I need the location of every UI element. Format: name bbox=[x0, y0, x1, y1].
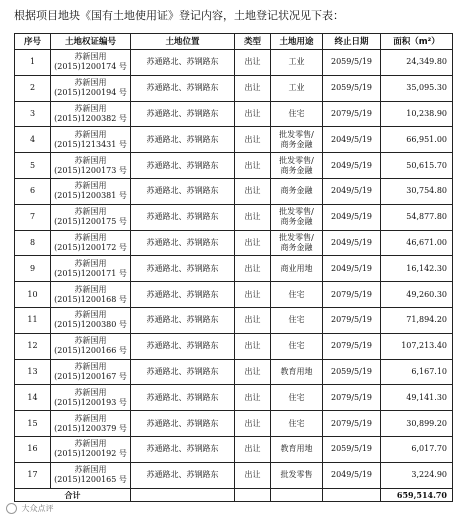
row-end-date: 2049/5/19 bbox=[323, 204, 381, 230]
row-no: 13 bbox=[15, 359, 51, 385]
row-no: 12 bbox=[15, 333, 51, 359]
table-row bbox=[15, 50, 453, 76]
cert-line: 苏新国用 bbox=[74, 413, 107, 423]
row-location: 苏通路北、苏钢路东 bbox=[131, 204, 235, 230]
table-row bbox=[15, 127, 453, 153]
use-line: 商务金融 bbox=[280, 217, 313, 227]
cert-line: 苏新国用 bbox=[74, 155, 107, 165]
land-registration-table bbox=[14, 33, 453, 502]
row-use bbox=[271, 178, 323, 204]
cert-line: 苏新国用 bbox=[74, 336, 107, 346]
row-use bbox=[271, 385, 323, 411]
row-type: 出让 bbox=[235, 462, 271, 488]
row-area: 71,894.20 bbox=[381, 307, 453, 333]
row-type: 出让 bbox=[235, 307, 271, 333]
header-type: 类型 bbox=[235, 34, 271, 50]
row-type: 出让 bbox=[235, 50, 271, 76]
watermark bbox=[6, 503, 54, 514]
row-location: 苏通路北、苏钢路东 bbox=[131, 256, 235, 282]
cert-line: 苏新国用 bbox=[74, 78, 107, 88]
total-area: 659,514.70 bbox=[381, 488, 453, 501]
use-line: 批发零售 bbox=[280, 470, 313, 480]
header-location: 土地位置 bbox=[131, 34, 235, 50]
header-area: 面积（m²） bbox=[381, 34, 453, 50]
cert-line: 苏新国用 bbox=[74, 439, 107, 449]
row-type: 出让 bbox=[235, 75, 271, 101]
row-location: 苏通路北、苏钢路东 bbox=[131, 462, 235, 488]
row-location: 苏通路北、苏钢路东 bbox=[131, 178, 235, 204]
use-line: 批发零售/ bbox=[279, 129, 314, 139]
row-end-date: 2079/5/19 bbox=[323, 385, 381, 411]
row-area: 107,213.40 bbox=[381, 333, 453, 359]
use-line: 批发零售/ bbox=[279, 232, 314, 242]
use-line: 工业 bbox=[288, 57, 305, 67]
use-line: 住宅 bbox=[288, 289, 305, 299]
row-use bbox=[271, 153, 323, 179]
table-row bbox=[15, 359, 453, 385]
row-type: 出让 bbox=[235, 436, 271, 462]
table-row bbox=[15, 333, 453, 359]
table-header-row bbox=[15, 34, 453, 50]
cert-line: 苏新国用 bbox=[74, 207, 107, 217]
row-use bbox=[271, 307, 323, 333]
cert-line: 苏新国用 bbox=[74, 52, 107, 62]
use-line: 商务金融 bbox=[280, 165, 313, 175]
use-line: 住宅 bbox=[288, 341, 305, 351]
row-use bbox=[271, 282, 323, 308]
cert-line: (2015)1200175 号 bbox=[54, 217, 127, 227]
row-no: 5 bbox=[15, 153, 51, 179]
row-use bbox=[271, 50, 323, 76]
row-type: 出让 bbox=[235, 127, 271, 153]
row-cert bbox=[51, 359, 131, 385]
row-end-date: 2079/5/19 bbox=[323, 282, 381, 308]
use-line: 批发零售/ bbox=[279, 155, 314, 165]
total-label: 合计 bbox=[15, 488, 131, 501]
row-cert bbox=[51, 50, 131, 76]
row-cert bbox=[51, 230, 131, 256]
row-end-date: 2049/5/19 bbox=[323, 230, 381, 256]
row-type: 出让 bbox=[235, 101, 271, 127]
cert-line: (2015)1200379 号 bbox=[54, 423, 127, 433]
use-line: 住宅 bbox=[288, 392, 305, 402]
cert-line: (2015)1200382 号 bbox=[54, 113, 127, 123]
row-no: 16 bbox=[15, 436, 51, 462]
table-row bbox=[15, 436, 453, 462]
row-no: 14 bbox=[15, 385, 51, 411]
row-no: 2 bbox=[15, 75, 51, 101]
intro-text: 根据项目地块《国有土地使用证》登记内容，土地登记状况见下表： bbox=[14, 9, 344, 22]
row-area: 49,260.30 bbox=[381, 282, 453, 308]
row-use bbox=[271, 230, 323, 256]
row-end-date: 2049/5/19 bbox=[323, 256, 381, 282]
row-location: 苏通路北、苏钢路东 bbox=[131, 333, 235, 359]
row-end-date: 2059/5/19 bbox=[323, 75, 381, 101]
row-location: 苏通路北、苏钢路东 bbox=[131, 75, 235, 101]
use-line: 住宅 bbox=[288, 108, 305, 118]
row-type: 出让 bbox=[235, 282, 271, 308]
row-area: 50,615.70 bbox=[381, 153, 453, 179]
cert-line: (2015)1200381 号 bbox=[54, 191, 127, 201]
row-cert bbox=[51, 385, 131, 411]
use-line: 住宅 bbox=[288, 315, 305, 325]
cert-line: (2015)1200174 号 bbox=[54, 62, 127, 72]
cert-line: (2015)1200173 号 bbox=[54, 165, 127, 175]
table-row bbox=[15, 204, 453, 230]
row-type: 出让 bbox=[235, 204, 271, 230]
row-use bbox=[271, 359, 323, 385]
row-cert bbox=[51, 307, 131, 333]
row-location: 苏通路北、苏钢路东 bbox=[131, 127, 235, 153]
row-area: 49,141.30 bbox=[381, 385, 453, 411]
table-row bbox=[15, 153, 453, 179]
watermark-text: 大众点评 bbox=[21, 504, 54, 513]
row-use bbox=[271, 101, 323, 127]
row-area: 16,142.30 bbox=[381, 256, 453, 282]
row-cert bbox=[51, 462, 131, 488]
cert-line: 苏新国用 bbox=[74, 284, 107, 294]
row-area: 35,095.30 bbox=[381, 75, 453, 101]
row-type: 出让 bbox=[235, 385, 271, 411]
cert-line: 苏新国用 bbox=[74, 465, 107, 475]
row-end-date: 2049/5/19 bbox=[323, 127, 381, 153]
cert-line: (2015)1200192 号 bbox=[54, 449, 127, 459]
row-cert bbox=[51, 436, 131, 462]
row-no: 7 bbox=[15, 204, 51, 230]
use-line: 工业 bbox=[288, 83, 305, 93]
use-line: 商务金融 bbox=[280, 186, 313, 196]
use-line: 商业用地 bbox=[280, 263, 313, 273]
row-type: 出让 bbox=[235, 333, 271, 359]
row-end-date: 2079/5/19 bbox=[323, 411, 381, 437]
row-end-date: 2059/5/19 bbox=[323, 359, 381, 385]
row-location: 苏通路北、苏钢路东 bbox=[131, 359, 235, 385]
row-cert bbox=[51, 127, 131, 153]
row-cert bbox=[51, 101, 131, 127]
cert-line: (2015)1200167 号 bbox=[54, 371, 127, 381]
row-end-date: 2059/5/19 bbox=[323, 50, 381, 76]
cert-line: 苏新国用 bbox=[74, 387, 107, 397]
row-end-date: 2049/5/19 bbox=[323, 178, 381, 204]
row-cert bbox=[51, 204, 131, 230]
cert-line: (2015)1200194 号 bbox=[54, 88, 127, 98]
row-no: 9 bbox=[15, 256, 51, 282]
table-row bbox=[15, 282, 453, 308]
row-no: 11 bbox=[15, 307, 51, 333]
row-cert bbox=[51, 282, 131, 308]
row-type: 出让 bbox=[235, 178, 271, 204]
header-cert: 土地权证编号 bbox=[51, 34, 131, 50]
row-use bbox=[271, 436, 323, 462]
row-area: 46,671.00 bbox=[381, 230, 453, 256]
row-use bbox=[271, 462, 323, 488]
use-line: 教育用地 bbox=[280, 366, 313, 376]
row-area: 6,017.70 bbox=[381, 436, 453, 462]
cert-line: (2015)1200172 号 bbox=[54, 242, 127, 252]
row-location: 苏通路北、苏钢路东 bbox=[131, 230, 235, 256]
header-use: 土地用途 bbox=[271, 34, 323, 50]
row-end-date: 2049/5/19 bbox=[323, 462, 381, 488]
use-line: 住宅 bbox=[288, 418, 305, 428]
cert-line: 苏新国用 bbox=[74, 310, 107, 320]
row-no: 17 bbox=[15, 462, 51, 488]
table-row bbox=[15, 462, 453, 488]
row-location: 苏通路北、苏钢路东 bbox=[131, 411, 235, 437]
row-location: 苏通路北、苏钢路东 bbox=[131, 385, 235, 411]
row-location: 苏通路北、苏钢路东 bbox=[131, 153, 235, 179]
row-end-date: 2079/5/19 bbox=[323, 101, 381, 127]
cert-line: 苏新国用 bbox=[74, 181, 107, 191]
use-line: 批发零售/ bbox=[279, 207, 314, 217]
total-row bbox=[15, 488, 453, 501]
row-area: 3,224.90 bbox=[381, 462, 453, 488]
row-area: 66,951.00 bbox=[381, 127, 453, 153]
row-no: 15 bbox=[15, 411, 51, 437]
row-no: 8 bbox=[15, 230, 51, 256]
row-no: 4 bbox=[15, 127, 51, 153]
use-line: 商务金融 bbox=[280, 242, 313, 252]
table-row bbox=[15, 256, 453, 282]
row-use bbox=[271, 75, 323, 101]
row-cert bbox=[51, 178, 131, 204]
row-cert bbox=[51, 153, 131, 179]
header-no: 序号 bbox=[15, 34, 51, 50]
use-line: 商务金融 bbox=[280, 139, 313, 149]
row-location: 苏通路北、苏钢路东 bbox=[131, 50, 235, 76]
row-cert bbox=[51, 411, 131, 437]
row-no: 1 bbox=[15, 50, 51, 76]
row-end-date: 2059/5/19 bbox=[323, 436, 381, 462]
table-row bbox=[15, 230, 453, 256]
row-area: 6,167.10 bbox=[381, 359, 453, 385]
table-row bbox=[15, 411, 453, 437]
cert-line: 苏新国用 bbox=[74, 258, 107, 268]
row-no: 10 bbox=[15, 282, 51, 308]
cert-line: 苏新国用 bbox=[74, 129, 107, 139]
row-end-date: 2049/5/19 bbox=[323, 153, 381, 179]
row-type: 出让 bbox=[235, 230, 271, 256]
table-row bbox=[15, 75, 453, 101]
table-row bbox=[15, 101, 453, 127]
row-area: 30,754.80 bbox=[381, 178, 453, 204]
row-location: 苏通路北、苏钢路东 bbox=[131, 282, 235, 308]
row-area: 10,238.90 bbox=[381, 101, 453, 127]
row-cert bbox=[51, 256, 131, 282]
row-use bbox=[271, 411, 323, 437]
row-area: 30,899.20 bbox=[381, 411, 453, 437]
row-use bbox=[271, 256, 323, 282]
row-end-date: 2079/5/19 bbox=[323, 307, 381, 333]
row-type: 出让 bbox=[235, 411, 271, 437]
row-type: 出让 bbox=[235, 359, 271, 385]
row-use bbox=[271, 333, 323, 359]
row-end-date: 2079/5/19 bbox=[323, 333, 381, 359]
row-type: 出让 bbox=[235, 256, 271, 282]
row-location: 苏通路北、苏钢路东 bbox=[131, 436, 235, 462]
table-row bbox=[15, 178, 453, 204]
cert-line: 苏新国用 bbox=[74, 103, 107, 113]
header-end-date: 终止日期 bbox=[323, 34, 381, 50]
row-area: 24,349.80 bbox=[381, 50, 453, 76]
row-no: 3 bbox=[15, 101, 51, 127]
watermark-logo-icon bbox=[6, 503, 17, 514]
row-location: 苏通路北、苏钢路东 bbox=[131, 101, 235, 127]
use-line: 教育用地 bbox=[280, 444, 313, 454]
row-location: 苏通路北、苏钢路东 bbox=[131, 307, 235, 333]
row-use bbox=[271, 204, 323, 230]
row-area: 54,877.80 bbox=[381, 204, 453, 230]
row-cert bbox=[51, 333, 131, 359]
cert-line: (2015)1200171 号 bbox=[54, 268, 127, 278]
row-no: 6 bbox=[15, 178, 51, 204]
cert-line: (2015)1200380 号 bbox=[54, 320, 127, 330]
cert-line: (2015)1213431 号 bbox=[54, 139, 127, 149]
table-row bbox=[15, 307, 453, 333]
row-type: 出让 bbox=[235, 153, 271, 179]
table-row bbox=[15, 385, 453, 411]
cert-line: (2015)1200168 号 bbox=[54, 294, 127, 304]
cert-line: (2015)1200193 号 bbox=[54, 397, 127, 407]
row-use bbox=[271, 127, 323, 153]
cert-line: 苏新国用 bbox=[74, 232, 107, 242]
row-cert bbox=[51, 75, 131, 101]
cert-line: 苏新国用 bbox=[74, 361, 107, 371]
cert-line: (2015)1200166 号 bbox=[54, 346, 127, 356]
cert-line: (2015)1200165 号 bbox=[54, 475, 127, 485]
